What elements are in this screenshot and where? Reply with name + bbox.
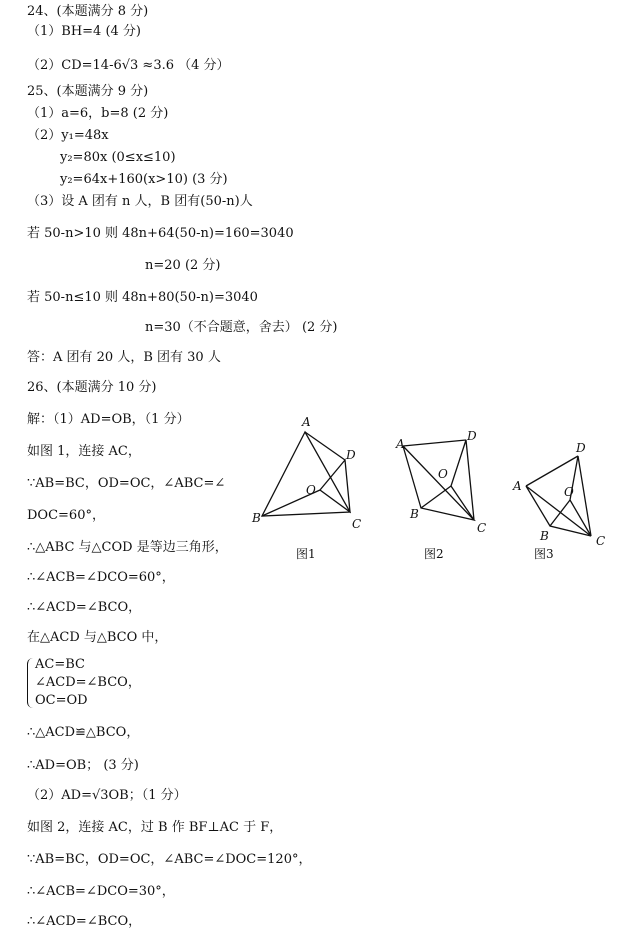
q26-step4: ∴△ABC 与△COD 是等边三角形，: [27, 540, 228, 555]
brace-row-2: ∠ACD=∠BCO，: [35, 675, 141, 690]
q26-step7: 在△ACD 与△BCO 中，: [27, 630, 168, 645]
q25-answer: 答：A 团有 20 人，B 团有 30 人: [27, 350, 221, 365]
fig1-label-a: A: [302, 415, 311, 429]
fig3-label-a: A: [513, 479, 522, 493]
q25-heading: 25、(本题满分 9 分): [27, 84, 149, 99]
q26-step8: ∴△ACD≌△BCO，: [27, 725, 140, 740]
q26-step9: ∴AD=OB； (3 分): [27, 758, 139, 773]
q25-part2-y2b: y₂=64x+160(x>10) (3 分): [60, 172, 228, 187]
q25-part3: （3）设 A 团有 n 人，B 团有(50-n)人: [27, 194, 253, 209]
fig2-label-a: A: [396, 437, 405, 451]
fig2-caption: 图2: [424, 547, 444, 561]
q26-step5: ∴∠ACB=∠DCO=60°，: [27, 570, 175, 585]
fig1-segment-ad: [305, 432, 345, 460]
fig1-triangle-abc: [262, 432, 350, 516]
q26-part2-step4: ∴∠ACD=∠BCO，: [27, 914, 142, 929]
brace-row-3: OC=OD: [35, 693, 88, 708]
figure-1: [262, 432, 350, 516]
q25-part1: （1）a=6，b=8 (2 分): [27, 106, 169, 121]
fig1-label-o: O: [306, 483, 316, 497]
q25-part2-y2a: y₂=80x (0≤x≤10): [60, 150, 176, 165]
fig1-label-d: D: [346, 448, 356, 462]
q24-part1: （1）BH=4 (4 分): [27, 24, 142, 39]
fig2-segment-bo: [421, 486, 451, 508]
fig2-segment-ad: [403, 440, 466, 446]
fig2-label-d: D: [467, 429, 477, 443]
fig1-label-c: C: [352, 517, 362, 531]
fig2-label-c: C: [477, 521, 487, 535]
fig3-segment-bo: [550, 500, 570, 526]
fig3-caption: 图3: [534, 547, 554, 561]
q25-case1: 若 50-n>10 则 48n+64(50-n)=160=3040: [27, 226, 294, 241]
q24-part2: （2）CD=14-6√3 ≈3.6 （4 分）: [27, 58, 230, 73]
q26-part2-step2: ∵AB=BC，OD=OC，∠ABC=∠DOC=120°，: [27, 852, 312, 867]
q26-step1: 如图 1，连接 AC，: [27, 444, 141, 459]
q26-part2-step3: ∴∠ACB=∠DCO=30°，: [27, 884, 175, 899]
fig3-triangle-abc: [526, 486, 591, 536]
brace-row-1: AC=BC: [35, 657, 85, 672]
q26-step6: ∴∠ACD=∠BCO，: [27, 600, 142, 615]
q25-part2-y1: （2）y₁=48x: [27, 128, 109, 143]
fig3-label-c: C: [596, 534, 606, 548]
fig3-label-d: D: [576, 441, 586, 455]
q25-case2-result: n=30（不合题意，舍去） (2 分): [145, 320, 338, 335]
fig1-caption: 图1: [296, 547, 316, 561]
q26-step3: DOC=60°，: [27, 508, 105, 523]
q26-part1: 解：（1）AD=OB，（1 分）: [27, 412, 190, 427]
q26-part2: （2）AD=√3OB；（1 分）: [27, 788, 187, 803]
q24-heading: 24、(本题满分 8 分): [27, 4, 149, 19]
fig3-label-o: O: [564, 485, 574, 499]
q26-heading: 26、(本题满分 10 分): [27, 380, 157, 395]
fig3-label-b: B: [540, 529, 549, 543]
q25-case2: 若 50-n≤10 则 48n+80(50-n)=3040: [27, 290, 258, 305]
fig2-label-o: O: [438, 467, 448, 481]
fig3-segment-ad: [526, 456, 578, 486]
fig1-label-b: B: [252, 511, 261, 525]
fig2-label-b: B: [410, 507, 419, 521]
q25-case1-result: n=20 (2 分): [145, 258, 221, 273]
q26-step2: ∵AB=BC，OD=OC，∠ABC=∠: [27, 476, 226, 491]
figure-3: [526, 456, 591, 536]
q26-part2-step1: 如图 2，连接 AC，过 B 作 BF⊥AC 于 F，: [27, 820, 283, 835]
